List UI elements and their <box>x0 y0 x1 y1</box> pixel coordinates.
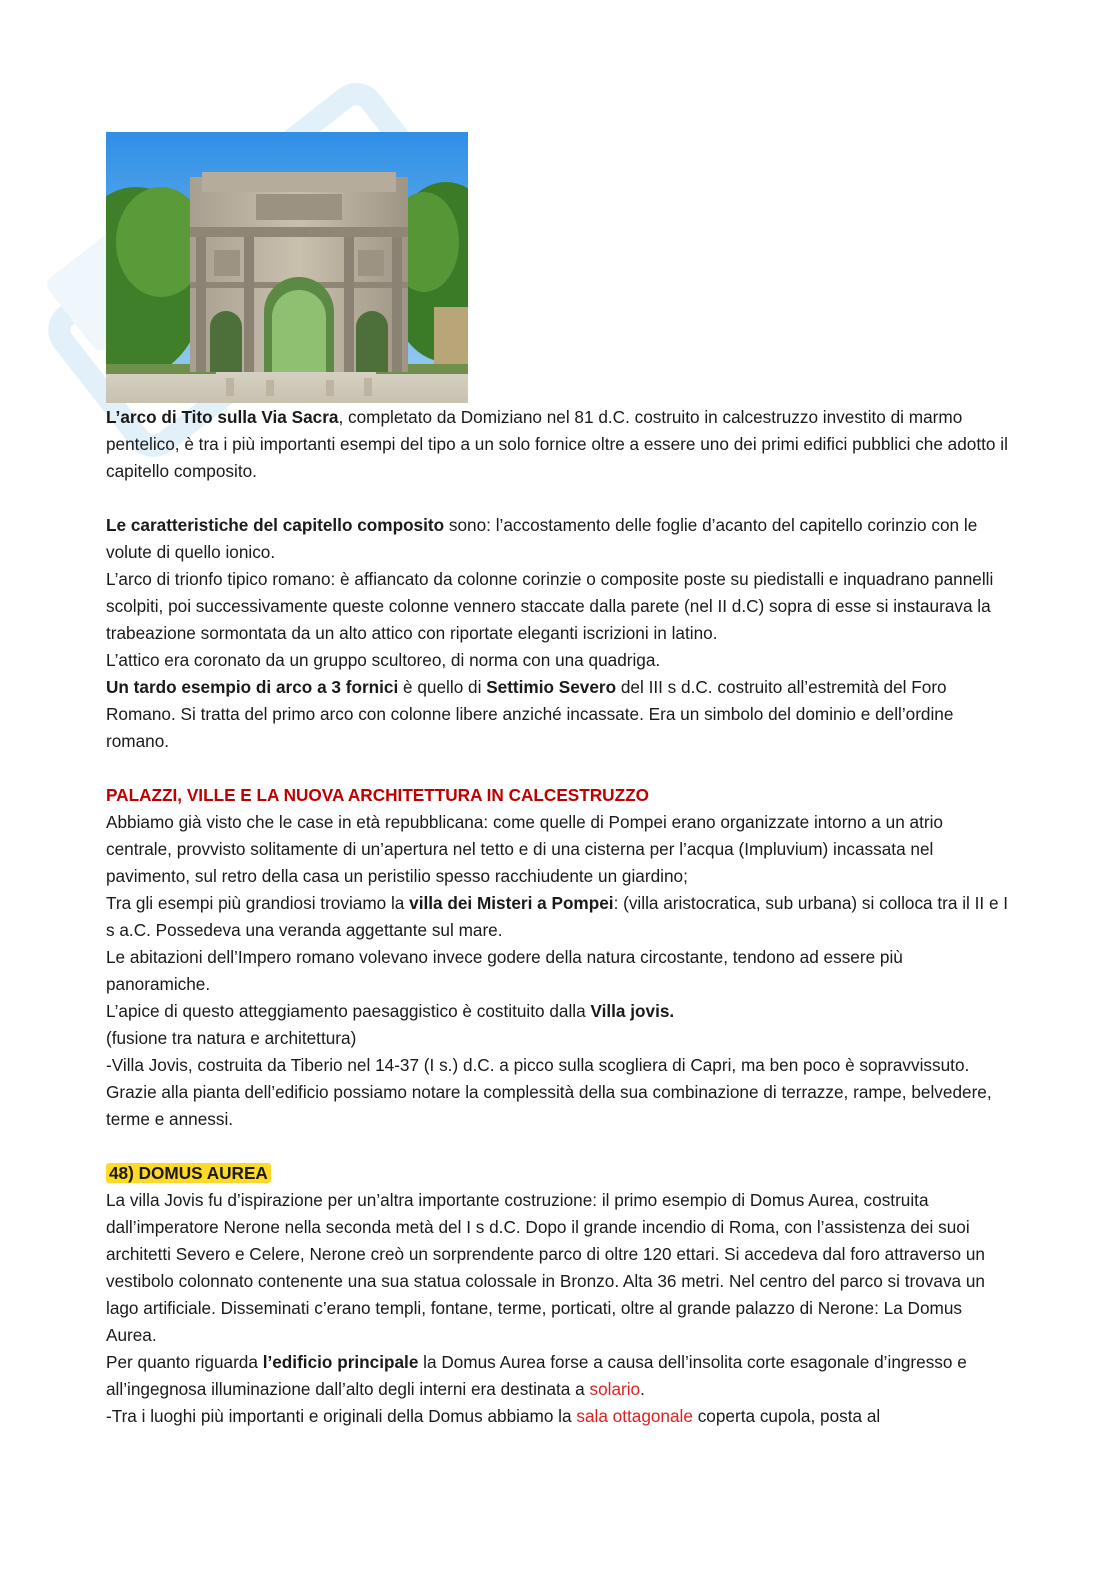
paragraph-case-repubblicane: Abbiamo già visto che le case in età repubblicana: come quelle di Pompei erano organizzate intorno a un atrio centrale, provvisto solitamente di un’apertura nel tetto e di una cisterna per l’acqua (Impluvium) incassata nel pavimento, sul retro della casa un peristilio spesso racchiudente un giardino; <box>106 812 943 886</box>
term-sala-ottagonale: sala ottagonale <box>576 1406 693 1426</box>
paragraph-capitello <box>106 512 1011 566</box>
text-run: , completato da Domiziano nel 81 d.C. costruito in calcestruzzo investito di marmo pentelico, è tra i più importanti esempi del tipo a un solo fornice oltre a essere uno dei primi edifici pubblici che adotto il capitello composito. <box>106 407 1008 481</box>
paragraph-edificio-principale <box>106 1349 1011 1403</box>
term-villa-misteri: villa dei Misteri a Pompei <box>409 893 614 913</box>
text-run: -Tra i luoghi più importanti e originali della Domus abbiamo la <box>106 1406 577 1426</box>
term-edificio-principale: l’edificio principale <box>262 1352 419 1372</box>
text-run: la Domus Aurea forse a causa dell’insolita corte esagonale d’ingresso e all’ingegnosa illuminazione dall’alto degli interni era destinata a <box>106 1352 967 1399</box>
paragraph-settimio-severo <box>106 674 1011 755</box>
paragraph-villa-jovis-tiberio: -Villa Jovis, costruita da Tiberio nel 14-37 (I s.) d.C. a picco sulla scogliera di Capri, ma ben poco è sopravvissuto. Grazie alla pianta dell’edificio possiamo notare la complessità della sua combinazione di terrazze, rampe, belvedere, terme e annessi. <box>106 1055 992 1129</box>
term-solario: solario <box>589 1379 641 1399</box>
text-run: L’apice di questo atteggiamento paesaggistico è costituito dalla <box>106 1001 591 1021</box>
document-body <box>106 404 1011 1430</box>
paragraph-arco-trionfo: L’arco di trionfo tipico romano: è affiancato da colonne corinzie o composite poste su piedistalli e inquadrano pannelli scolpiti, poi successivamente queste colonne vennero staccate dalla parete (nel II d.C) sopra di esse si instaurava la trabeazione sormontata da un alto attico con riportate eleganti iscrizioni in latino. <box>106 569 994 643</box>
text-run: sono: l’accostamento delle foglie d’acanto del capitello corinzio con le volute di quello ionico. <box>106 515 978 562</box>
paragraph-attico: L’attico era coronato da un gruppo scultoreo, di norma con una quadriga. <box>106 650 661 670</box>
text-run: Per quanto riguarda <box>106 1352 263 1372</box>
arch-photo <box>106 132 468 403</box>
paragraph-domus-aurea: La villa Jovis fu d’ispirazione per un’altra importante costruzione: il primo esempio di Domus Aurea, costruita dall’imperatore Nerone nella seconda metà del I s d.C. Dopo il grande incendio di Roma, con l’assistenza dei suoi architetti Severo e Celere, Nerone creò un sorprendente parco di oltre 120 ettari. Si accedeva dal foro attraverso un vestibolo colonnato contenente una sua statua colossale in Bronzo. Alta 36 metri. Nel centro del parco si trovava un lago artificiale. Disseminati c’erano templi, fontane, terme, porticati, oltre al grande palazzo di Nerone: La Domus Aurea. <box>106 1190 985 1345</box>
section-heading-palazzi: PALAZZI, VILLE E LA NUOVA ARCHITETTURA IN CALCESTRUZZO <box>106 785 649 805</box>
term-capitello: Le caratteristiche del capitello composito <box>106 515 445 535</box>
text-run: . <box>640 1379 645 1399</box>
term-settimio-severo: Settimio Severo <box>486 677 617 697</box>
text-run: del III s d.C. costruito all’estremità del Foro Romano. Si tratta del primo arco con colonne libere anziché incassate. Era un simbolo del dominio e dell’ordine romano. <box>106 677 954 751</box>
term-villa-jovis: Villa jovis. <box>590 1001 675 1021</box>
term-arco-tito: L’arco di Tito sulla Via Sacra <box>106 407 339 427</box>
text-run: è quello di <box>398 677 487 697</box>
highlighted-heading: 48) DOMUS AUREA <box>106 1163 271 1183</box>
paragraph-sala-ottagonale <box>106 1403 1011 1430</box>
term-tre-fornici: Un tardo esempio di arco a 3 fornici <box>106 677 399 697</box>
section-heading-domus-aurea <box>106 1160 1011 1187</box>
paragraph-villa-misteri <box>106 890 1011 944</box>
text-run: coperta cupola, posta al <box>692 1406 881 1426</box>
paragraph-villa-jovis-apice <box>106 998 1011 1025</box>
text-run: : (villa aristocratica, sub urbana) si colloca tra il II e I s a.C. Possedeva una veranda aggettante sul mare. <box>106 893 1009 940</box>
paragraph-arco-tito <box>106 404 1011 485</box>
text-run: Tra gli esempi più grandiosi troviamo la <box>106 893 410 913</box>
paragraph-abitazioni-impero: Le abitazioni dell’Impero romano volevano invece godere della natura circostante, tendono ad essere più panoramiche. <box>106 947 903 994</box>
paragraph-fusione: (fusione tra natura e architettura) <box>106 1028 357 1048</box>
